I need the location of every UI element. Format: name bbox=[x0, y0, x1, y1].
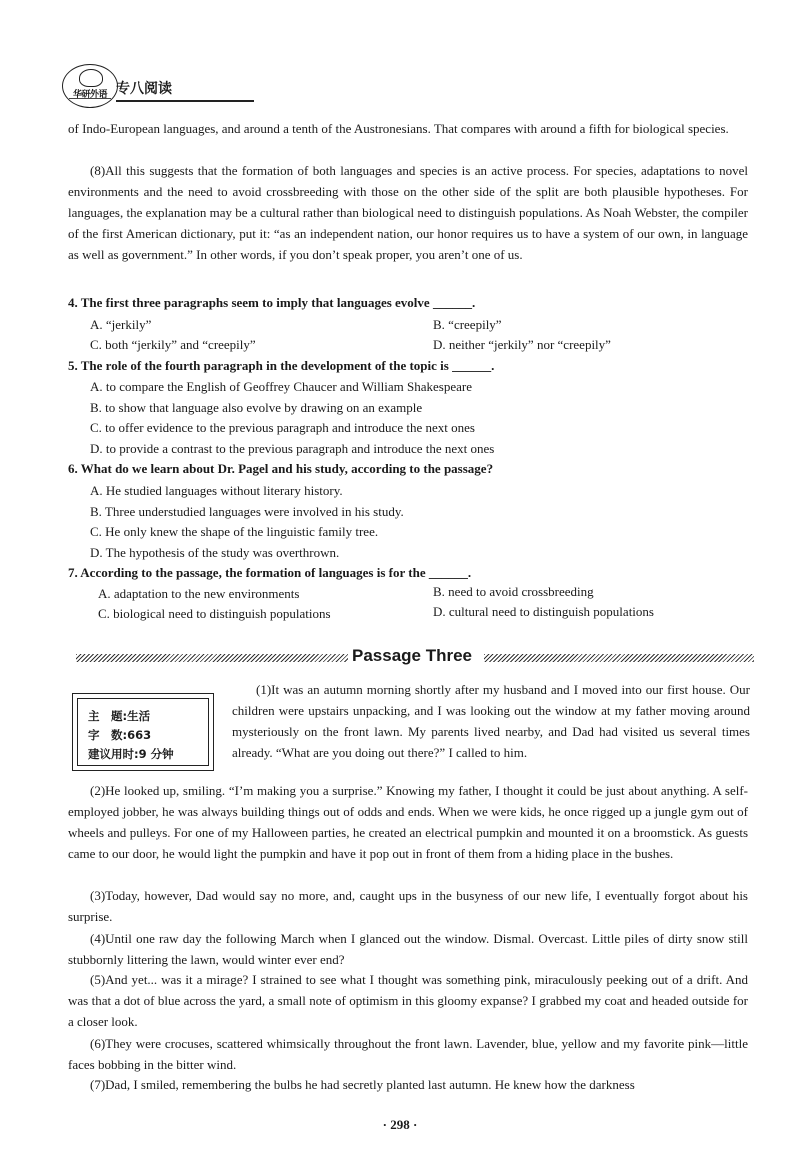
info-suggested-time: 建议用时:9 分钟 bbox=[88, 747, 174, 761]
p3-paragraph-5: (5)And yet... was it a mirage? I strained to see what I thought was something pink, miraculously peeking out of a drift. And was that a dot of blue across the yard, a small note of optimism in this gloomy expanse? I grabbed my coat and headed outside for a closer look. bbox=[68, 972, 748, 1029]
question-7: 7. According to the passage, the formation of languages is for the ______. bbox=[68, 565, 472, 580]
banner-stripe-right bbox=[484, 654, 754, 662]
passage-title: Passage Three bbox=[352, 646, 473, 665]
q6-option-b: B. Three understudied languages were involved in his study. bbox=[90, 504, 404, 519]
paragraph-8: (8)All this suggests that the formation of both languages and species is an active process. For species, adaptations to novel environments and the need to avoid crossbreeding with those on the other side of the split are both plausible hypotheses. For languages, the explanation may be a cultural rather than biological need to distinguish populations. As Noah Webster, the compiler of the first American dictionary, put it: “as an independent nation, our honor requires us to have a system of our own, in language as well as government.” In other words, if you don’t speak proper, you aren’t one of us. bbox=[68, 163, 748, 262]
banner-stripe-left bbox=[76, 654, 348, 662]
q5-option-b: B. to show that language also evolve by drawing on an example bbox=[90, 400, 423, 415]
logo-underline bbox=[69, 98, 111, 102]
passage-info-box bbox=[72, 693, 214, 771]
p3-paragraph-1: (1)It was an autumn morning shortly after my husband and I moved into our first house. Our children were upstairs unpacking, and I was looking out the window at my father moving around mysteriously on the front lawn. My parents lived nearby, and Dad had visited us several times already. “What are you doing out there?” I called to him. bbox=[232, 682, 750, 760]
p3-paragraph-6: (6)They were crocuses, scattered whimsically throughout the front lawn. Lavender, blue, yellow and my favorite pink—little faces bobbing in the bitter wind. bbox=[68, 1036, 748, 1072]
q4-option-c: C. both “jerkily” and “creepily” bbox=[90, 337, 256, 352]
info-topic: 主 题:生活 bbox=[88, 709, 151, 723]
p3-paragraph-4: (4)Until one raw day the following March when I glanced out the window. Dismal. Overcast. Little piles of dirty snow still stubbornly littering the lawn, would winter ever end? bbox=[68, 931, 748, 967]
q6-option-a: A. He studied languages without literary history. bbox=[90, 483, 343, 498]
q6-option-c: C. He only knew the shape of the linguistic family tree. bbox=[90, 524, 379, 539]
q6-option-d: D. The hypothesis of the study was overthrown. bbox=[90, 545, 340, 560]
page-number: · 298 · bbox=[382, 1117, 418, 1132]
q4-option-d: D. neither “jerkily” nor “creepily” bbox=[433, 337, 611, 352]
p3-paragraph-7: (7)Dad, I smiled, remembering the bulbs he had secretly planted last autumn. He knew how the darkness bbox=[90, 1077, 635, 1092]
page-header bbox=[62, 64, 202, 108]
q5-option-a: A. to compare the English of Geoffrey Chaucer and William Shakespeare bbox=[90, 379, 473, 394]
logo-text: 华研外语 bbox=[72, 90, 107, 100]
q7-option-d: D. cultural need to distinguish populations bbox=[433, 604, 654, 619]
p3-paragraph-3: (3)Today, however, Dad would say no more, and, caught ups in the busyness of our new life, I eventually forgot about his surprise. bbox=[68, 888, 748, 924]
q7-option-a: A. adaptation to the new environments bbox=[98, 586, 300, 601]
q7-option-c: C. biological need to distinguish populations bbox=[98, 606, 331, 621]
frog-icon bbox=[79, 69, 103, 87]
question-6: 6. What do we learn about Dr. Pagel and his study, according to the passage? bbox=[68, 461, 494, 476]
info-word-count: 字 数:663 bbox=[88, 728, 152, 742]
question-4: 4. The first three paragraphs seem to imply that languages evolve ______. bbox=[68, 295, 476, 310]
q7-option-b: B. need to avoid crossbreeding bbox=[433, 584, 594, 599]
paragraph-continued: of Indo-European languages, and around a tenth of the Austronesians. That compares with around a fifth for biological species. bbox=[68, 121, 729, 136]
info-box-inner bbox=[77, 698, 209, 766]
publisher-logo bbox=[62, 64, 118, 108]
header-rule bbox=[116, 100, 254, 102]
q4-option-b: B. “creepily” bbox=[433, 317, 502, 332]
q5-option-c: C. to offer evidence to the previous paragraph and introduce the next ones bbox=[90, 420, 475, 435]
p3-paragraph-2: (2)He looked up, smiling. “I’m making you a surprise.” Knowing my father, I thought it could be just about anything. A self-employed jobber, he was always building things out of odds and ends. When we were kids, he once rigged up a jungle gym out of wheels and pulleys. For one of my Halloween parties, he created an electrical pumpkin and mounted it on a broomstick. As guests came to our door, he would light the pumpkin and have it pop out in front of them from a hiding place in the bushes. bbox=[68, 783, 748, 861]
q4-option-a: A. “jerkily” bbox=[90, 317, 152, 332]
section-title: 专八阅读 bbox=[116, 81, 172, 97]
q5-option-d: D. to provide a contrast to the previous paragraph and introduce the next ones bbox=[90, 441, 495, 456]
question-5: 5. The role of the fourth paragraph in the development of the topic is ______. bbox=[68, 358, 495, 373]
